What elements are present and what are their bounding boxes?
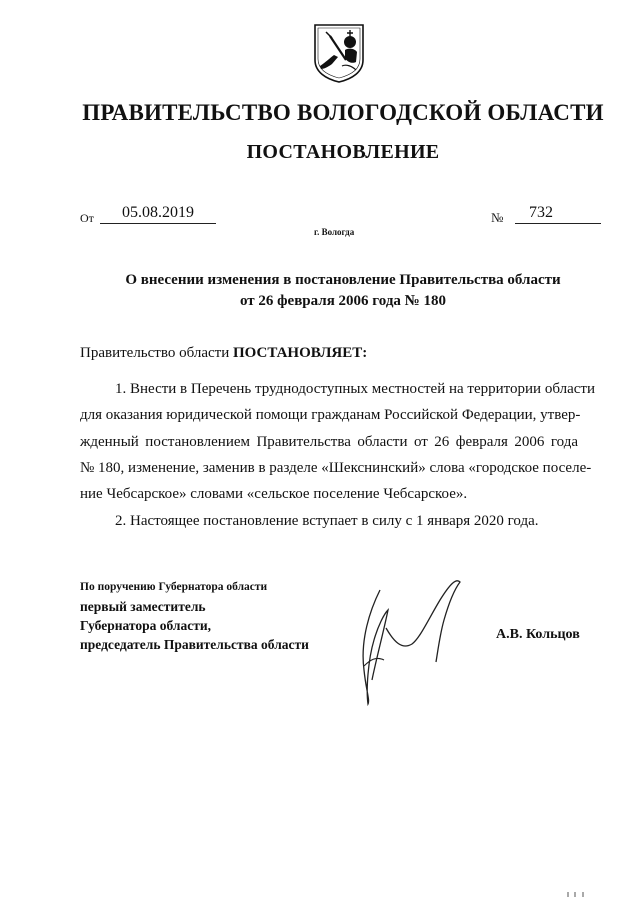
preamble xyxy=(80,345,367,362)
page-mark xyxy=(567,890,587,898)
date-label: От xyxy=(80,211,94,225)
government-title: ПРАВИТЕЛЬСТВО ВОЛОГОДСКОЙ ОБЛАСТИ xyxy=(82,100,604,125)
preamble-text: Правительство области xyxy=(80,345,233,361)
number-label: № xyxy=(491,210,504,225)
paragraph-1-line: ние Чебсарское» словами «сельское поселение Чебсарское». xyxy=(80,486,468,503)
vologda-coat-of-arms-icon xyxy=(312,22,366,84)
signatory-line-1: По поручению Губернатора области xyxy=(80,581,268,593)
signatory-line-3: Губернатора области, xyxy=(80,618,211,633)
subject-line-2: от 26 февраля 2006 года № 180 xyxy=(240,293,446,309)
paragraph-2: 2. Настоящее постановление вступает в силу с 1 января 2020 года. xyxy=(115,513,539,529)
paragraph-1-line: № 180, изменение, заменив в разделе «Шекснинский» слова «городское поселе- xyxy=(80,459,592,476)
paragraph-1 xyxy=(80,376,595,507)
subject-line-1: О внесении изменения в постановление Правительства области xyxy=(125,272,561,288)
paragraph-1-line: жденный постановлением Правительства области от 26 февраля 2006 года xyxy=(80,433,578,450)
city-label: г. Вологда xyxy=(314,227,355,237)
preamble-bold: ПОСТАНОВЛЯЕТ: xyxy=(232,345,368,361)
signer-name: А.В. Кольцов xyxy=(496,627,580,642)
signatory-title-block xyxy=(80,578,309,654)
handwritten-signature xyxy=(340,570,470,710)
paragraph-1-line: для оказания юридической помощи гражданам Российской Федерации, утвер- xyxy=(80,407,581,424)
document-subject xyxy=(0,270,640,312)
number-value: 732 xyxy=(515,204,601,224)
signatory-line-4: председатель Правительства области xyxy=(80,637,309,652)
signatory-line-2: первый заместитель xyxy=(80,599,206,614)
document-type: ПОСТАНОВЛЕНИЕ xyxy=(246,141,440,163)
paragraph-1-line: 1. Внести в Перечень труднодоступных местностей на территории области xyxy=(115,381,595,397)
date-value: 05.08.2019 xyxy=(100,204,216,224)
